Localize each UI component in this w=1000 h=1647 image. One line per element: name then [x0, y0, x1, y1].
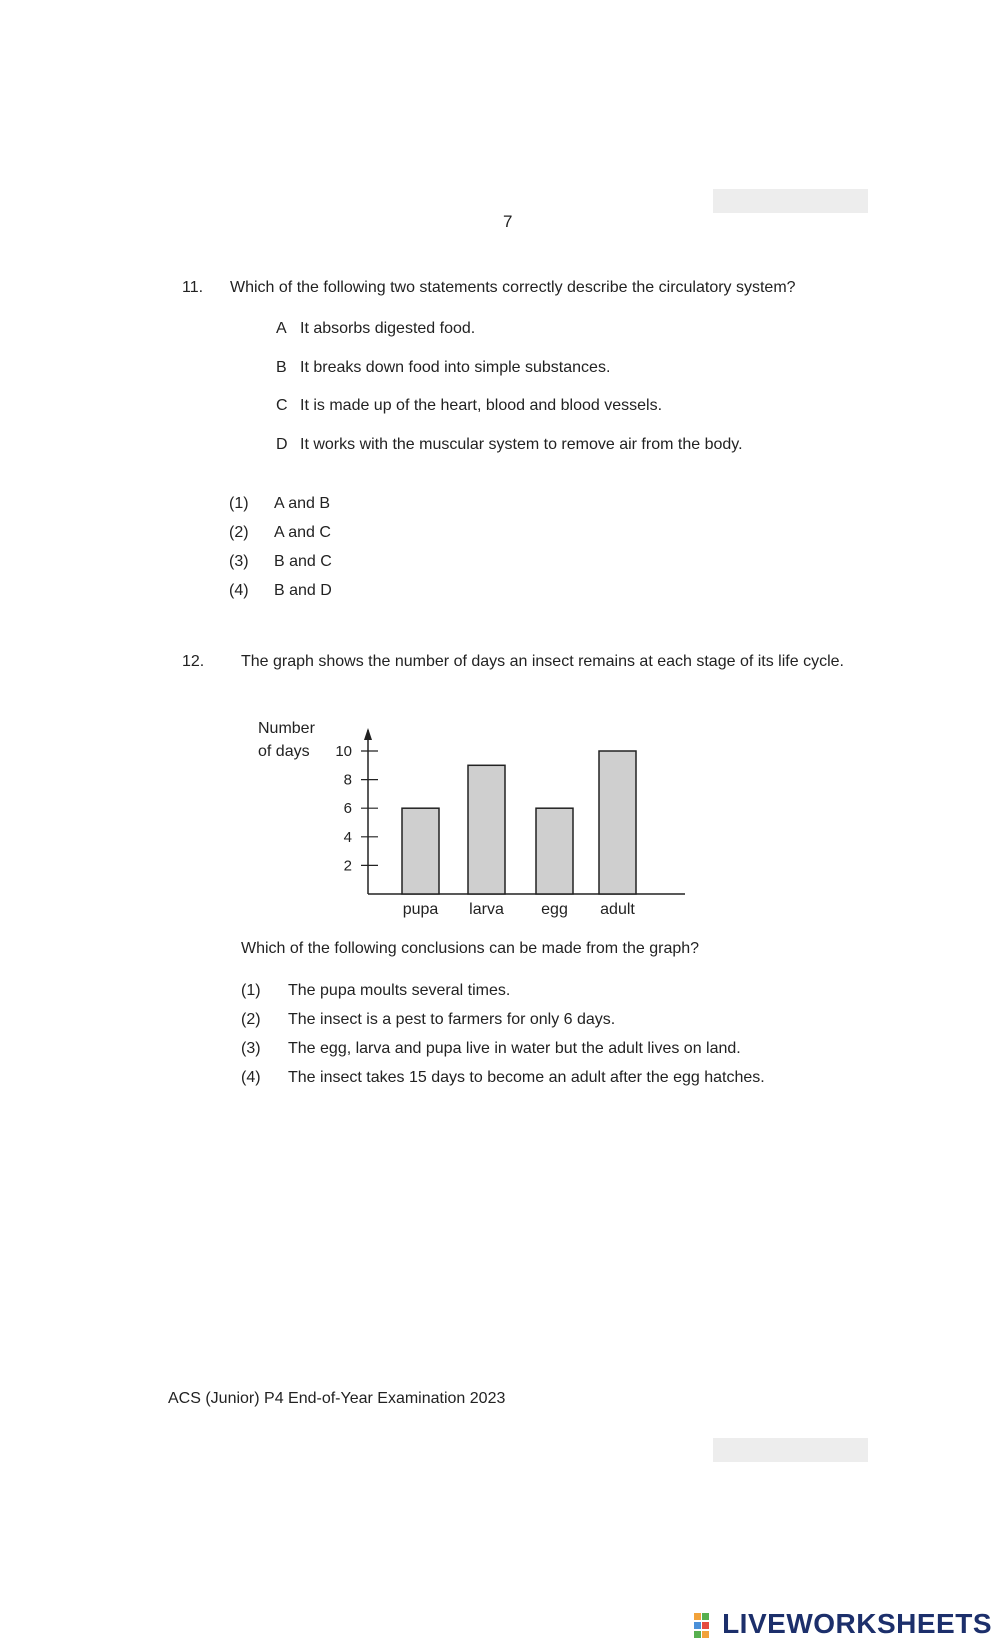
q11-statement-b: B It breaks down food into simple substances. — [276, 359, 611, 376]
chart-x-label-larva: larva — [469, 901, 504, 918]
chart-y-tick-label: 10 — [335, 743, 352, 760]
liveworksheets-brand — [694, 1608, 992, 1640]
exam-footer: ACS (Junior) P4 End-of-Year Examination 2023 — [168, 1390, 506, 1407]
q11-option-4[interactable]: (4) B and D — [229, 582, 332, 599]
q12-number: 12. — [182, 653, 205, 670]
q12-option-2[interactable]: (2) The insect is a pest to farmers for only 6 days. — [241, 1011, 616, 1028]
chart-x-label-pupa: pupa — [402, 901, 439, 918]
chart-x-label-egg: egg — [541, 901, 568, 918]
q12-option-1[interactable]: (1) The pupa moults several times. — [241, 982, 511, 999]
chart-y-tick-label: 4 — [343, 828, 352, 846]
q11-statement-c: C It is made up of the heart, blood and blood vessels. — [276, 397, 663, 414]
q11-statement-d: D It works with the muscular system to remove air from the body. — [276, 436, 743, 453]
chart-y-tick-label: 2 — [343, 857, 352, 875]
chart-y-axis-arrow — [364, 728, 372, 740]
chart-bar-pupa — [402, 808, 439, 894]
q12-option-4[interactable]: (4) The insect takes 15 days to become an adult after the egg hatches. — [241, 1069, 765, 1086]
scan-bar-bottom — [713, 1438, 868, 1462]
q12-option-3[interactable]: (3) The egg, larva and pupa live in water but the adult lives on land. — [241, 1040, 741, 1057]
q11-option-3[interactable]: (3) B and C — [229, 553, 332, 570]
chart-ylabel-line2: of days — [258, 743, 310, 760]
scan-bar-top — [713, 189, 868, 213]
q12-text: The graph shows the number of days an insect remains at each stage of its life cycle. — [241, 653, 844, 670]
life-cycle-bar-chart — [240, 710, 700, 920]
chart-x-label-adult: adult — [600, 901, 635, 918]
q12-question: Which of the following conclusions can be made from the graph? — [241, 940, 700, 957]
brand-text: LIVEWORKSHEETS — [722, 1608, 992, 1639]
liveworksheets-logo-icon — [694, 1613, 718, 1639]
q11-statement-a: A It absorbs digested food. — [276, 320, 476, 337]
q11-option-1[interactable]: (1) A and B — [229, 495, 331, 512]
q11-option-2[interactable]: (2) A and C — [229, 524, 331, 541]
q11-number: 11. — [182, 279, 204, 296]
chart-y-tick-label: 8 — [343, 771, 352, 789]
chart-bar-adult — [599, 751, 636, 894]
page-number: 7 — [503, 212, 513, 231]
chart-ylabel-line1: Number — [258, 720, 315, 737]
chart-y-tick-label: 6 — [343, 800, 352, 818]
q11-text: Which of the following two statements correctly describe the circulatory system? — [230, 279, 796, 296]
chart-bar-egg — [536, 808, 573, 894]
chart-bar-larva — [468, 765, 505, 894]
